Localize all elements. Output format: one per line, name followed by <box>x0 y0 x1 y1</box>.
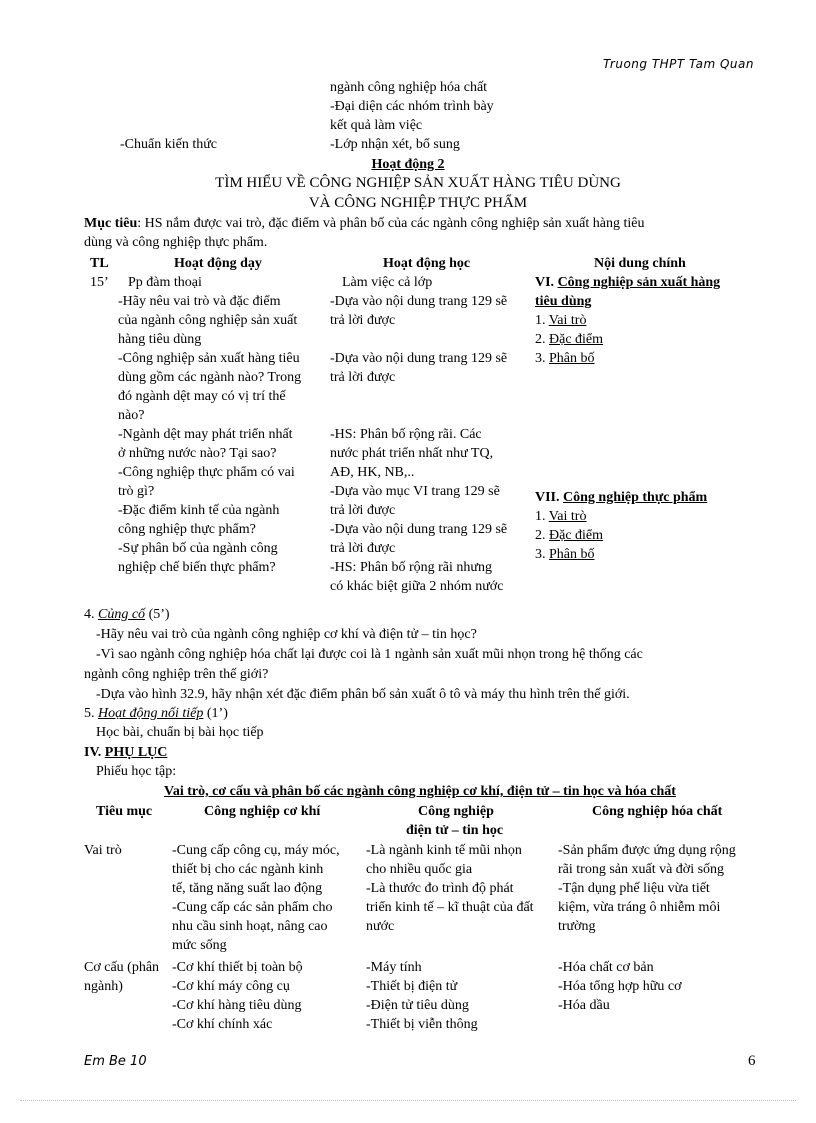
text-line: -Công nghiệp sản xuất hàng tiêu <box>118 351 300 366</box>
t2-row1-chem <box>558 841 736 936</box>
t2-header-mech: Công nghiệp cơ khí <box>204 804 321 819</box>
consolidate-line: -Dựa vào hình 32.9, hãy nhận xét đặc điểm phân bố sản xuất ô tô và máy thu hình trên thế giới. <box>96 687 630 702</box>
text-line: tế, tăng năng suất lao động <box>172 881 323 896</box>
header-teach: Hoạt động dạy <box>174 256 262 271</box>
section-num: IV. <box>84 745 102 760</box>
activity-title: Hoạt động 2 <box>371 157 445 172</box>
t2-header-elec-2: điện tử – tin học <box>406 823 504 838</box>
section-num: VII. <box>535 490 560 505</box>
text-line: -Cơ khí chính xác <box>172 1017 273 1032</box>
text-line: thiết bị cho các ngành kinh <box>172 862 324 877</box>
text-line: -Thiết bị viễn thông <box>366 1017 478 1032</box>
t2-row1-label <box>84 841 122 860</box>
t2-header-item: Tiêu mục <box>96 804 153 819</box>
text-line: -Dựa vào nội dung trang 129 sẽ <box>330 522 508 537</box>
text-line: trường <box>558 919 596 934</box>
header-learn: Hoạt động học <box>383 256 471 271</box>
text-line: công nghiệp thực phẩm? <box>118 522 256 537</box>
t2-row2-elec <box>366 958 478 1034</box>
item-num: 3. <box>535 547 546 562</box>
learn-column <box>330 273 507 596</box>
text-line: -Đặc điểm kinh tế của ngành <box>118 503 280 518</box>
section-time: (5’) <box>145 607 170 622</box>
text-line: đó ngành dệt may có vị trí thế <box>118 389 286 404</box>
text-line: triển kinh tế – kĩ thuật của đất <box>366 900 534 915</box>
section-vii-title <box>535 488 707 507</box>
table2-title: Vai trò, cơ cấu và phân bố các ngành công nghiệp cơ khí, điện tử – tin học và hóa chất <box>164 784 676 799</box>
text-line: -Hóa chất cơ bản <box>558 960 654 975</box>
text-line <box>330 387 507 406</box>
text-line: ở những nước nào? Tại sao? <box>118 446 277 461</box>
text-line: -Cung cấp các sản phẩm cho <box>172 900 333 915</box>
text-line: rãi trong sản xuất và đời sống <box>558 862 725 877</box>
activity-heading-2: VÀ CÔNG NGHIỆP THỰC PHẨM <box>308 195 528 211</box>
school-header: Truong THPT Tam Quan <box>603 57 754 71</box>
consolidate-line: -Hãy nêu vai trò của ngành công nghiệp cơ khí và điện tử – tin học? <box>96 627 477 642</box>
item-num: 1. <box>535 509 546 524</box>
text-line: Cơ cấu (phân <box>84 960 160 975</box>
content-column-vii <box>535 488 707 564</box>
appendix-heading <box>84 743 167 762</box>
text-line: trả lời được <box>330 313 396 328</box>
goal-text: : HS nắm được vai trò, đặc điểm và phân bố của các ngành công nghiệp sản xuất hàng tiêu <box>137 216 645 231</box>
section-num: 4. <box>84 607 95 622</box>
text-line: của ngành công nghiệp sản xuất <box>118 313 298 328</box>
text-line: ngành) <box>84 979 123 994</box>
text-line: -Dựa vào nội dung trang 129 sẽ <box>330 294 508 309</box>
text-line: -Hóa tổng hợp hữu cơ <box>558 979 682 994</box>
item-text: Vai trò <box>548 313 587 328</box>
goal-label: Mục tiêu <box>84 216 138 231</box>
text-line <box>330 330 507 349</box>
text-line: -Tận dụng phế liệu vừa tiết <box>558 881 710 896</box>
section-num: VI. <box>535 275 555 290</box>
text-line: Làm việc cả lớp <box>342 275 433 290</box>
teach-column <box>118 273 301 577</box>
item-num: 2. <box>535 332 546 347</box>
section-title: Công nghiệp sản xuất hàng <box>557 275 721 290</box>
page-bottom-divider <box>20 1100 796 1101</box>
consolidate-line: -Vì sao ngành công nghiệp hóa chất lại được coi là 1 ngành sản xuất mũi nhọn trong hệ thống các <box>96 647 643 662</box>
worksheet-label: Phiếu học tập: <box>96 764 177 779</box>
text-line: trả lời được <box>330 541 396 556</box>
content-item <box>535 545 707 564</box>
item-text: Phân bố <box>549 351 595 366</box>
item-num: 3. <box>535 351 546 366</box>
content-item <box>535 311 720 330</box>
text-line: hàng tiêu dùng <box>118 332 202 347</box>
text-line: dùng gồm các ngành nào? Trong <box>118 370 302 385</box>
text-line: -Đại diện các nhóm trình bày <box>330 99 494 114</box>
text-line: có khác biệt giữa 2 nhóm nước <box>330 579 504 594</box>
text-line: trả lời được <box>330 370 396 385</box>
content-column <box>535 273 720 368</box>
text-line: -Sự phân bố của ngành công <box>118 541 278 556</box>
goal-line-2: dùng và công nghiệp thực phẩm. <box>84 235 268 250</box>
activity-heading-1: TÌM HIỂU VỀ CÔNG NGHIỆP SẢN XUẤT HÀNG TIÊU DÙNG <box>215 175 621 191</box>
consolidate-line: ngành công nghiệp trên thế giới? <box>84 667 269 682</box>
text-line: cho nhiều quốc gia <box>366 862 473 877</box>
item-text: Vai trò <box>548 509 587 524</box>
text-line: -Cơ khí hàng tiêu dùng <box>172 998 302 1013</box>
text-line: trả lời được <box>330 503 396 518</box>
text-line: nghiệp chế biến thực phẩm? <box>118 560 276 575</box>
text-line: -HS: Phân bố rộng rãi nhưng <box>330 560 492 575</box>
text-line: -Cung cấp công cụ, máy móc, <box>172 843 340 858</box>
header-tl: TL <box>90 256 109 271</box>
t2-header-chem: Công nghiệp hóa chất <box>592 804 723 819</box>
text-line: nước <box>366 919 395 934</box>
text-line: nào? <box>118 408 145 423</box>
time-cell: 15’ <box>90 275 109 290</box>
text-line <box>330 406 507 425</box>
top-teach-line: -Chuẩn kiến thức <box>120 137 218 152</box>
consolidate-heading <box>84 605 170 624</box>
t2-row2-chem <box>558 958 681 1015</box>
text-line: -Cơ khí máy công cụ <box>172 979 290 994</box>
section-label: Hoạt động nối tiếp <box>98 706 204 721</box>
t2-header-elec: Công nghiệp <box>418 804 494 819</box>
text-line: -Thiết bị điện tử <box>366 979 458 994</box>
text-line: nước phát triển nhất như TQ, <box>330 446 494 461</box>
text-line: trò gì? <box>118 484 155 499</box>
text-line: -Công nghiệp thực phẩm có vai <box>118 465 295 480</box>
top-learn-column <box>330 78 494 154</box>
section-vi-title <box>535 273 720 292</box>
item-text: Phân bố <box>549 547 595 562</box>
text-line: -Là ngành kinh tế mũi nhọn <box>366 843 522 858</box>
text-line: -Dựa vào mục VI trang 129 sẽ <box>330 484 500 499</box>
text-line: nhu cầu sinh hoạt, nâng cao <box>172 919 328 934</box>
text-line: Pp đàm thoại <box>128 275 202 290</box>
content-item <box>535 330 720 349</box>
text-line: AĐ, HK, NB,.. <box>330 465 415 480</box>
section-vi-title-cont: tiêu dùng <box>535 294 592 309</box>
text-line: -Sản phẩm được ứng dụng rộng <box>558 843 736 858</box>
section-num: 5. <box>84 706 95 721</box>
t2-row2-mech <box>172 958 303 1034</box>
text-line: kiệm, vừa tráng ô nhiễm môi <box>558 900 721 915</box>
next-heading <box>84 704 228 723</box>
next-line: Học bài, chuẩn bị bài học tiếp <box>96 725 264 740</box>
t2-row1-mech <box>172 841 340 955</box>
section-label: PHỤ LỤC <box>104 745 168 760</box>
text-line: -Hãy nêu vai trò và đặc điểm <box>118 294 281 309</box>
text-line: -Lớp nhận xét, bổ sung <box>330 137 460 152</box>
page-number: 6 <box>748 1053 756 1069</box>
text-line: ngành công nghiệp hóa chất <box>330 80 488 95</box>
item-num: 1. <box>535 313 546 328</box>
header-content: Nội dung chính <box>594 256 686 271</box>
section-title: Công nghiệp thực phẩm <box>563 490 708 505</box>
content-item <box>535 349 720 368</box>
item-text: Đặc điểm <box>549 332 604 347</box>
text-line: kết quả làm việc <box>330 118 423 133</box>
text-line: -HS: Phân bố rộng rãi. Các <box>330 427 482 442</box>
goal-line-1 <box>84 214 644 233</box>
text-line: Vai trò <box>84 843 122 858</box>
footer-author: Em Be 10 <box>84 1054 147 1069</box>
t2-row2-label <box>84 958 159 996</box>
text-line: -Ngành dệt may phát triển nhất <box>118 427 293 442</box>
text-line: mức sống <box>172 938 227 953</box>
section-label: Củng cố <box>98 607 146 622</box>
section-time: (1’) <box>203 706 228 721</box>
item-text: Đặc điểm <box>549 528 604 543</box>
item-num: 2. <box>535 528 546 543</box>
text-line: -Điện tử tiêu dùng <box>366 998 469 1013</box>
content-item <box>535 507 707 526</box>
text-line: -Cơ khí thiết bị toàn bộ <box>172 960 303 975</box>
t2-row1-elec <box>366 841 534 936</box>
text-line: -Là thước đo trình độ phát <box>366 881 514 896</box>
text-line: -Dựa vào nội dung trang 129 sẽ <box>330 351 508 366</box>
text-line: -Hóa dầu <box>558 998 610 1013</box>
content-item <box>535 526 707 545</box>
text-line: -Máy tính <box>366 960 422 975</box>
